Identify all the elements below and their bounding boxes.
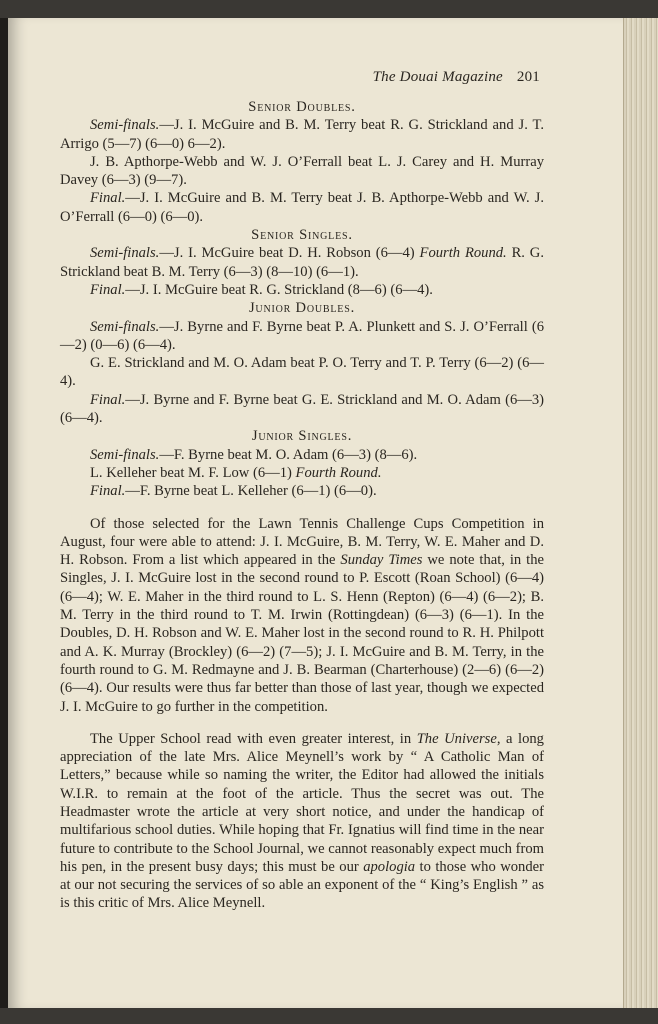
section-heading: Junior Singles. xyxy=(251,428,353,445)
paragraph-gap xyxy=(60,716,544,730)
result-paragraph: Semi-finals.—J. I. McGuire beat D. H. Robson (6—4) Fourth Round. R. G. Strickland beat B. M. Terry (6—3) (8—10) (6—1). xyxy=(60,245,544,280)
body-paragraph: The Upper School read with even greater interest, in The Universe, a long appreciation of the late Mrs. Alice Meynell’s work by “ A Catholic Man of Letters,” because while so naming the writer, the Editor had allowed the initials W.I.R. to remain at the foot of the article. Thus the secret was out. The Headmaster wrote the article at very short notice, and under the handicap of multifarious school duties. While hoping that Fr. Ignatius will find time in the near future to contribute to the School Journal, we cannot reasonably expect much from his pen, in the present busy days; this must be our apologia to those who wonder at our not securing the services of so able an exponent of the “ King’s English ” as is this critic of Mrs. Alice Meynell. xyxy=(60,730,544,912)
running-header xyxy=(0,69,540,86)
result-paragraph: Final.—J. Byrne and F. Byrne beat G. E. Strickland and M. O. Adam (6—3) (6—4). xyxy=(60,391,544,427)
paragraph-gap xyxy=(60,501,544,515)
magazine-title: The Douai Magazine xyxy=(372,69,503,85)
section-heading: Senior Doubles. xyxy=(248,99,356,115)
result-paragraph: G. E. Strickland and M. O. Adam beat P. O. Terry and T. P. Terry (6—2) (6—4). xyxy=(60,355,544,390)
page-number: 201 xyxy=(516,69,540,85)
page-content xyxy=(60,98,544,913)
section-heading: Senior Singles. xyxy=(251,227,353,244)
result-paragraph: Final.—J. I. McGuire and B. M. Terry beat J. B. Apthorpe-Webb and W. J. O’Ferrall (6—0) (6—0). xyxy=(60,190,544,225)
result-paragraph: J. B. Apthorpe-Webb and W. J. O’Ferrall beat L. J. Carey and H. Murray Davey (6—3) (9—7). xyxy=(60,153,544,189)
body-paragraph: Of those selected for the Lawn Tennis Challenge Cups Competition in August, four were able to attend: J. I. McGuire, B. M. Terry, W. E. Maher and D. H. Robson. From a list which appeared in the Sunday Times we note that, in the Singles, J. I. McGuire lost in the second round to P. Escott (Roan School) (6—4) (6—4); W. E. Maher in the third round to L. S. Henn (Repton) (6—4) (6—2); B. M. Terry in the third round to T. M. Irwin (Rottingdean) (6—3) (6—1). In the Doubles, D. H. Robson and W. E. Maher lost in the second round to R. H. Philpott and A. K. Murray (Brockley) (6—2) (7—5); J. I. McGuire and B. M. Terry, in the fourth round to G. M. Redmayne and J. B. Bearman (Charterhouse) (2—6) (6—2) (6—4). Our results were thus far better than those of last year, though we expected J. I. McGuire to go further in the competition. xyxy=(60,515,544,715)
result-paragraph: Final.—F. Byrne beat L. Kelleher (6—1) (6—0). xyxy=(90,483,377,500)
result-paragraph: Semi-finals.—F. Byrne beat M. O. Adam (6—3) (8—6). xyxy=(90,446,418,463)
result-paragraph: Final.—J. I. McGuire beat R. G. Strickland (8—6) (6—4). xyxy=(90,281,433,298)
page-edges xyxy=(623,18,658,1008)
result-paragraph: L. Kelleher beat M. F. Low (6—1) Fourth Round. xyxy=(90,464,382,481)
section-heading: Junior Doubles. xyxy=(248,300,356,317)
result-paragraph: Semi-finals.—J. Byrne and F. Byrne beat P. A. Plunkett and S. J. O’Ferrall (6—2) (0—6) (6—4). xyxy=(60,318,544,353)
result-paragraph: Semi-finals.—J. I. McGuire and B. M. Terry beat R. G. Strickland and J. T. Arrigo (5—7) (6—0) 6—2). xyxy=(60,117,544,152)
